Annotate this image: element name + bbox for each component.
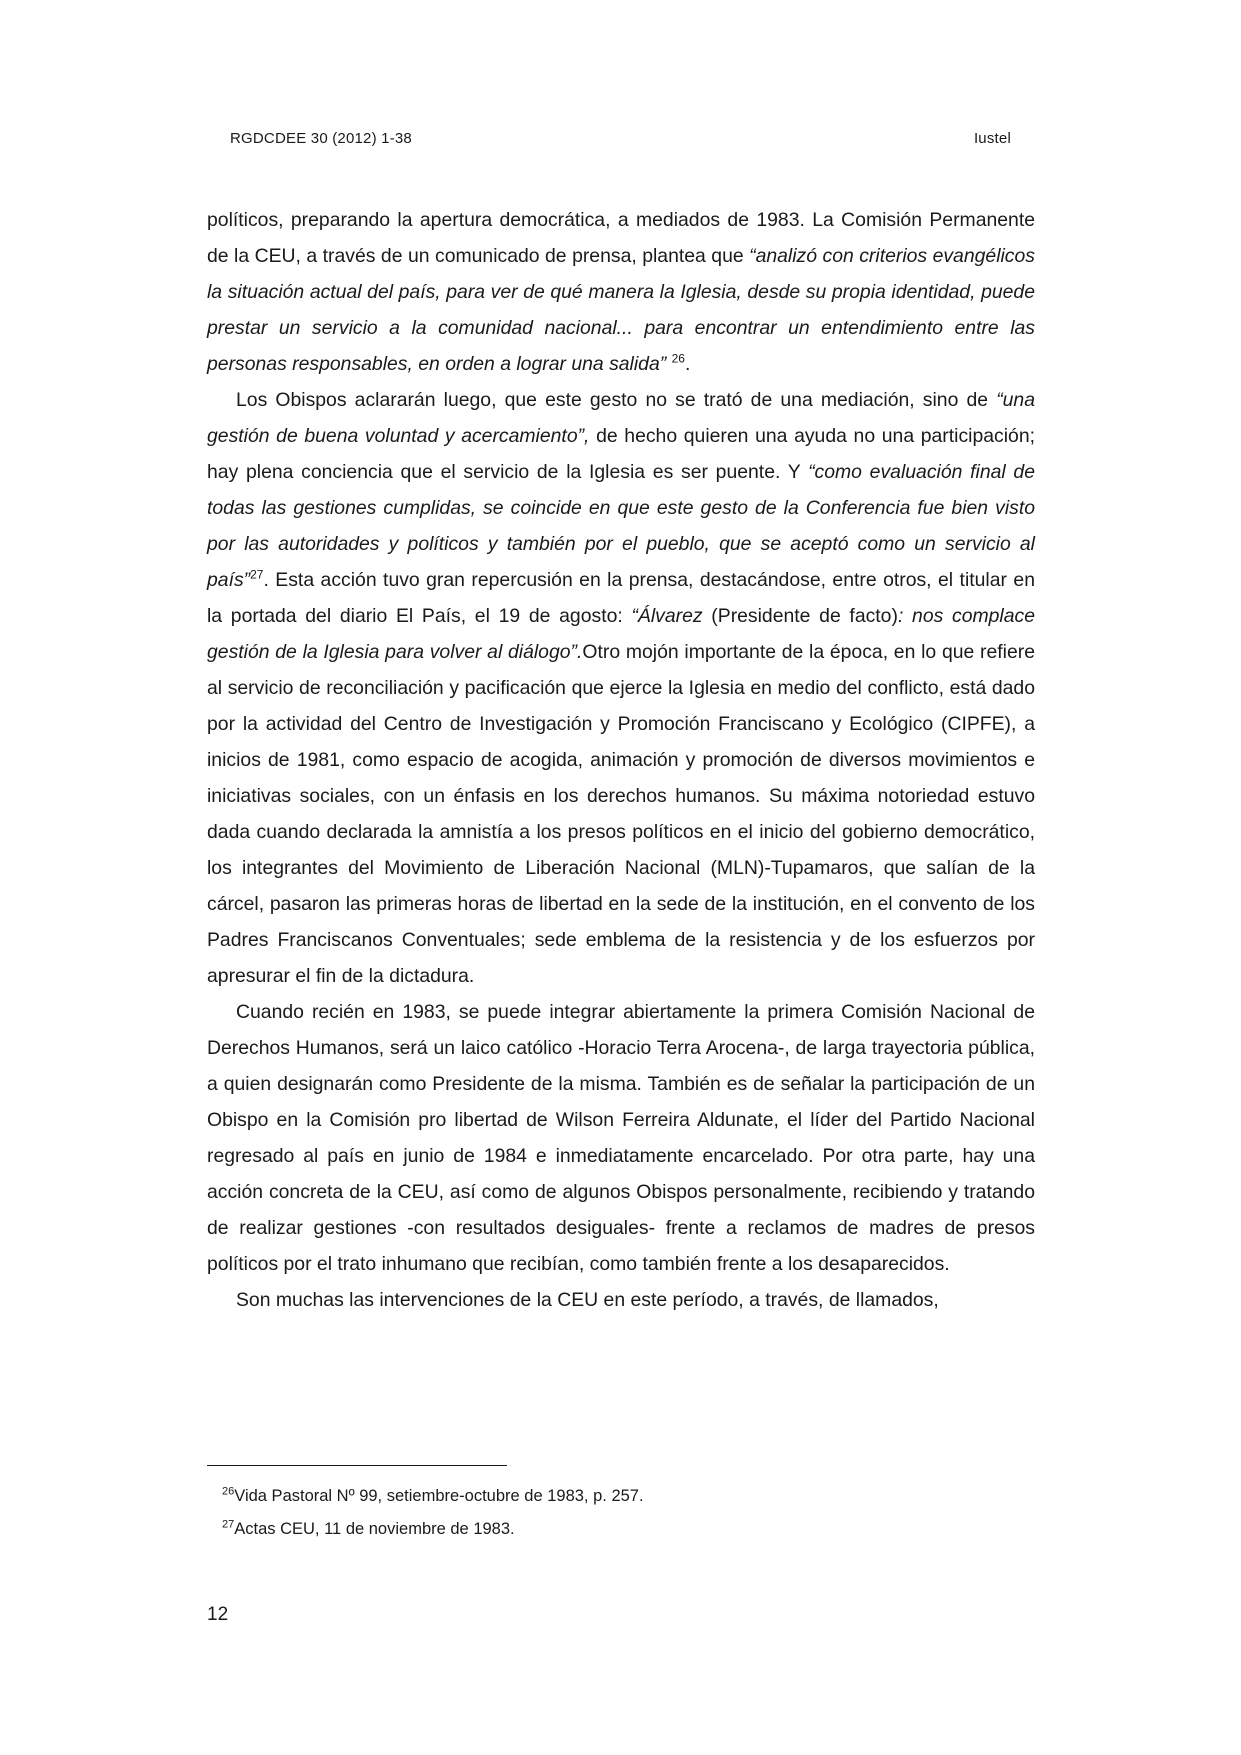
text-run: Cuando recién en 1983, se puede integrar abiertamente la primera Comisión Nacional de Derechos Humanos, será un laico católico -Horacio Terra Arocena-, de larga trayectoria pública, a quien designarán como Presidente de la misma. También es de señalar la participación de un Obispo en la Comisión pro libertad de Wilson Ferreira Aldunate, el líder del Partido Nacional regresado al país en junio de 1984 e inmediatamente encarcelado. Por otra parte, hay una acción concreta de la CEU, así como de algunos Obispos personalmente, recibiendo y tratando de realizar gestiones -con resultados desiguales- frente a reclamos de madres de presos políticos por el trato inhumano que recibían, como también frente a los desaparecidos. — [207, 1001, 1035, 1275]
paragraph — [207, 382, 1035, 994]
text-run: . Esta acción tuvo gran repercusión en la prensa, destacándose, entre otros, el titular en la portada del diario El País, el 19 de agosto: — [207, 569, 1035, 627]
italic-quote: “Álvarez — [631, 605, 703, 627]
page-number: 12 — [207, 1604, 229, 1625]
footnote-text: Actas CEU, 11 de noviembre de 1983. — [234, 1520, 515, 1538]
footnote-number: 27 — [222, 1518, 235, 1531]
paragraph — [207, 202, 1035, 382]
text-run: Otro mojón importante de la época, en lo que refiere al servicio de reconciliación y pacificación que ejerce la Iglesia en medio del conflicto, está dado por la actividad del Centro de Investigación y Promoción Franciscano y Ecológico (CIPFE), a inicios de 1981, como espacio de acogida, animación y promoción de diversos movimientos e iniciativas sociales, con un énfasis en los derechos humanos. Su máxima notoriedad estuvo dada cuando declarada la amnistía a los presos políticos en el inicio del gobierno democrático, los integrantes del Movimiento de Liberación Nacional (MLN)-Tupamaros, que salían de la cárcel, pasaron las primeras horas de libertad en la sede de la institución, en el convento de los Padres Franciscanos Conventuales; sede emblema de la resistencia y de los esfuerzos por apresurar el fin de la dictadura. — [207, 641, 1035, 987]
text-run: . — [684, 353, 691, 375]
text-run: Los Obispos aclararán luego, que este gesto no se trató de una mediación, sino de — [236, 389, 997, 411]
footnote-separator — [207, 1465, 507, 1466]
footnote-reference: 27 — [250, 567, 264, 582]
italic-quote: : nos complace gestión de la Iglesia para volver al diálogo”. — [207, 605, 1035, 663]
paragraph — [207, 1282, 1035, 1318]
italic-quote: “analizó con criterios evangélicos la situación actual del país, para ver de qué manera la Iglesia, desde su propia identidad, puede prestar un servicio a la comunidad nacional... para encontrar un entendimiento entre las personas responsables, en orden a lograr una salida” — [207, 245, 1035, 375]
text-run: de hecho quieren una ayuda no una participación; hay plena conciencia que el servicio de la Iglesia es ser puente. Y — [207, 425, 1035, 483]
article-body — [207, 202, 1035, 1318]
text-run: Son muchas las intervenciones de la CEU en este período, a través, de llamados, — [236, 1289, 939, 1311]
running-header — [230, 130, 1011, 147]
text-run: políticos, preparando la apertura democrática, a mediados de 1983. La Comisión Permanente de la CEU, a través de un comunicado de prensa, plantea que — [207, 209, 1035, 267]
text-run: (Presidente de facto) — [702, 605, 898, 627]
italic-quote: “como evaluación final de todas las gestiones cumplidas, se coincide en que este gesto de la Conferencia fue bien visto por las autoridades y políticos y también por el pueblo, que se aceptó como un servicio al país” — [207, 461, 1035, 591]
footnote-text: Vida Pastoral Nº 99, setiembre-octubre de 1983, p. 257. — [234, 1487, 644, 1505]
footnote-reference: 26 — [671, 351, 685, 366]
footnotes — [222, 1480, 644, 1546]
footnote — [222, 1480, 644, 1513]
footnote — [222, 1513, 644, 1546]
publisher-name: Iustel — [973, 130, 1011, 147]
paragraph — [207, 994, 1035, 1282]
footnote-number: 26 — [222, 1485, 235, 1498]
journal-citation: RGDCDEE 30 (2012) 1-38 — [230, 130, 412, 147]
italic-quote: “una gestión de buena voluntad y acercamiento”, — [207, 389, 1035, 447]
